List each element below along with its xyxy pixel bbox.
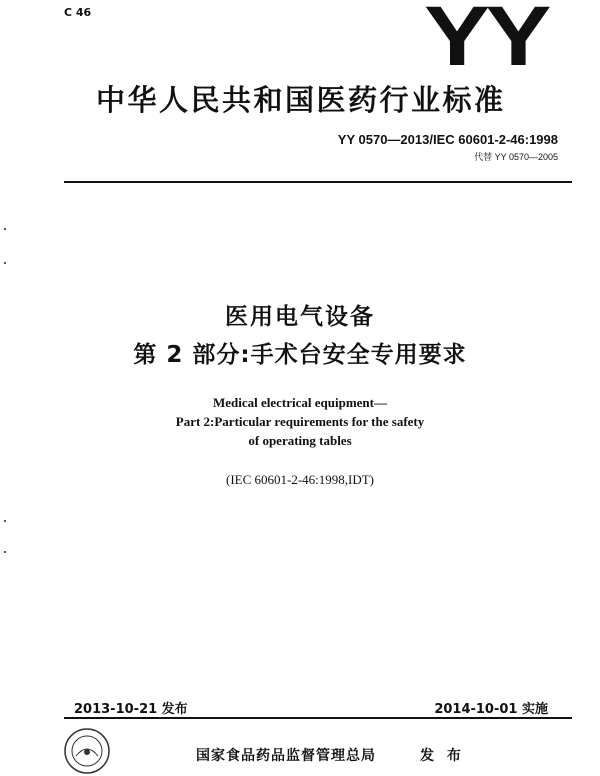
standard-number: YY 0570—2013/IEC 60601-2-46:1998	[337, 132, 558, 147]
official-seal-icon	[62, 726, 112, 776]
yy-logo: YY	[424, 0, 547, 83]
scan-speck	[4, 228, 6, 230]
equivalence-note: (IEC 60601-2-46:1998,IDT)	[225, 472, 375, 487]
top-divider	[64, 181, 572, 183]
issuing-authority: 国家食品药品监督管理总局	[196, 748, 376, 764]
ics-code: C 46	[64, 6, 92, 19]
scan-speck	[4, 520, 6, 522]
scan-speck	[4, 262, 6, 264]
issuer-action: 发 布	[420, 748, 465, 764]
title-english-line-2: Part 2:Particular requirements for the safety	[175, 414, 425, 429]
title-english-line-1: Medical electrical equipment—	[212, 395, 387, 410]
standard-authority-title: 中华人民共和国医药行业标准	[96, 83, 506, 117]
title-english-line-3: of operating tables	[248, 433, 352, 448]
implementation-date: 2014-10-01 实施	[434, 702, 548, 717]
replaces-standard: 代替 YY 0570—2005	[474, 152, 558, 162]
title-chinese-line-1: 医用电气设备	[225, 304, 375, 330]
title-chinese-line-2: 第 2 部分:手术台安全专用要求	[133, 342, 467, 368]
issue-date: 2013-10-21 发布	[74, 702, 188, 717]
bottom-divider	[64, 717, 572, 719]
scan-speck	[4, 551, 6, 553]
